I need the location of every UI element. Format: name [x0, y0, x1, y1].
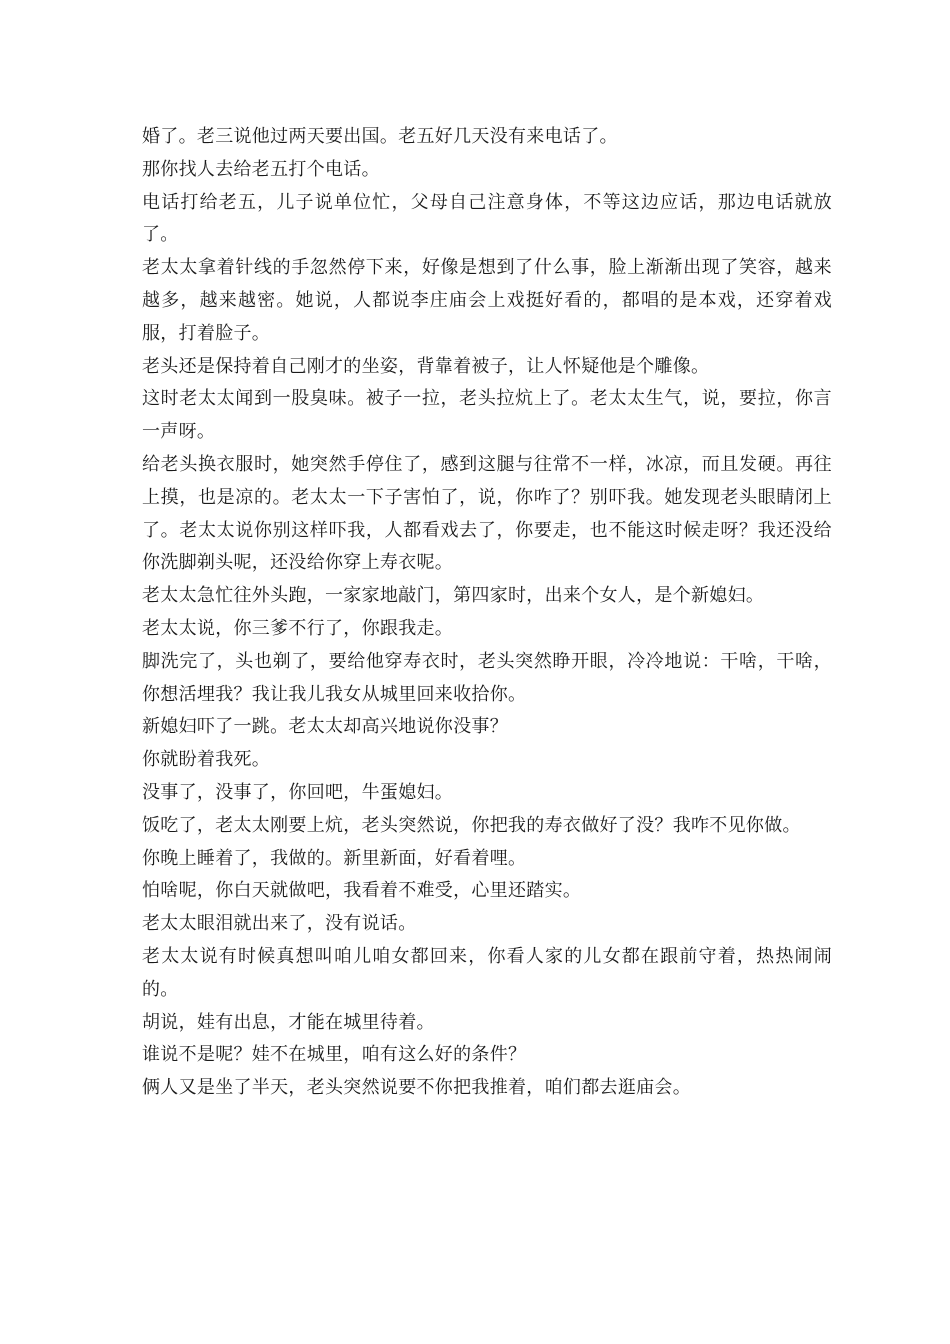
paragraph: 新媳妇吓了一跳。老太太却高兴地说你没事？ [142, 716, 508, 738]
paragraph: 脚洗完了，头也剃了，要给他穿寿衣时，老头突然睁开眼，冷冷地说：干啥，干啥，你想活埋我？我让我儿我女从城里回来收拾你。 [142, 650, 832, 705]
paragraph: 你就盼着我死。 [142, 749, 271, 771]
paragraph: 老太太急忙往外头跑，一家家地敲门，第四家时，出来个女人，是个新媳妇。 [142, 585, 765, 607]
paragraph: 俩人又是坐了半天，老头突然说要不你把我推着，咱们都去逛庙会。 [142, 1077, 691, 1099]
paragraph: 电话打给老五，儿子说单位忙，父母自己注意身体，不等这边应话，那边电话就放了。 [142, 191, 832, 246]
paragraph: 你晚上睡着了，我做的。新里新面，好看着哩。 [142, 847, 527, 869]
paragraph: 老太太说，你三爹不行了，你跟我走。 [142, 617, 454, 639]
paragraph: 怕啥呢，你白天就做吧，我看着不难受，心里还踏实。 [142, 880, 582, 902]
document-body [142, 121, 832, 1105]
paragraph: 老太太眼泪就出来了，没有说话。 [142, 913, 417, 935]
paragraph: 老头还是保持着自己刚才的坐姿，背靠着被子，让人怀疑他是个雕像。 [142, 355, 710, 377]
paragraph: 饭吃了，老太太刚要上炕，老头突然说，你把我的寿衣做好了没？我咋不见你做。 [142, 814, 801, 836]
paragraph: 老太太说有时候真想叫咱儿咱女都回来，你看人家的儿女都在跟前守着，热热闹闹的。 [142, 945, 832, 1000]
paragraph: 婚了。老三说他过两天要出国。老五好几天没有来电话了。 [142, 126, 618, 147]
paragraph: 给老头换衣服时，她突然手停住了，感到这腿与往常不一样，冰凉，而且发硬。再往上摸，也是凉的。老太太一下子害怕了，说，你咋了？别吓我。她发现老头眼睛闭上了。老太太说你别这样吓我，人都看戏去了，你要走，也不能这时候走呀？我还没给你洗脚剃头呢，还没给你穿上寿衣呢。 [142, 453, 832, 574]
paragraph: 老太太拿着针线的手忽然停下来，好像是想到了什么事，脸上渐渐出现了笑容，越来越多，越来越密。她说，人都说李庄庙会上戏挺好看的，都唱的是本戏，还穿着戏服，打着脸子。 [142, 257, 832, 344]
paragraph: 这时老太太闻到一股臭味。被子一拉，老头拉炕上了。老太太生气，说，要拉，你言一声呀。 [142, 388, 832, 443]
paragraph: 没事了，没事了，你回吧，牛蛋媳妇。 [142, 781, 454, 803]
paragraph: 谁说不是呢？娃不在城里，咱有这么好的条件？ [142, 1044, 527, 1066]
paragraph: 那你找人去给老五打个电话。 [142, 158, 380, 180]
paragraph: 胡说，娃有出息，才能在城里待着。 [142, 1011, 435, 1033]
